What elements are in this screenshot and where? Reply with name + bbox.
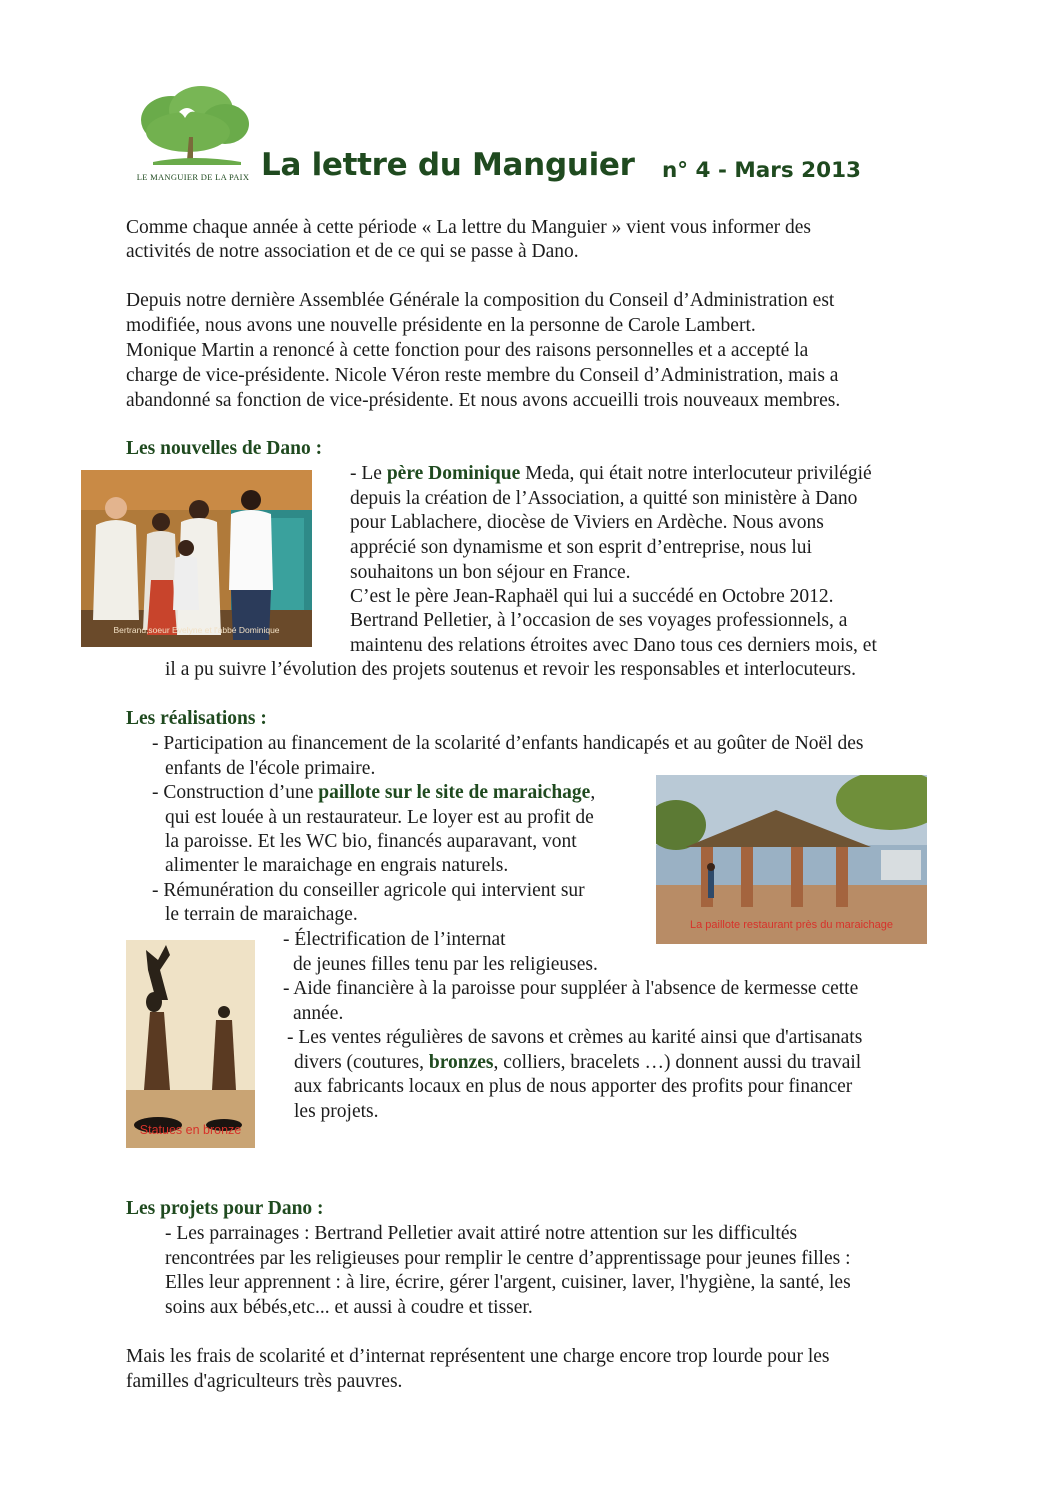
paillote-photo xyxy=(656,775,927,944)
news-line: maintenu des relations étroites avec Dano tous ces derniers mois, et xyxy=(350,635,877,656)
realisation-line: année. xyxy=(293,1003,344,1024)
realisation-line: divers (coutures, bronzes, colliers, bracelets …) donnent aussi du travail xyxy=(294,1052,862,1073)
projet-line: - Les parrainages : Bertrand Pelletier avait attiré notre attention sur les difficultés xyxy=(165,1223,798,1244)
realisation-line: aux fabricants locaux en plus de nous apporter des profits pour financer xyxy=(294,1076,853,1097)
projet-line: soins aux bébés,etc... et aussi à coudre et tisser. xyxy=(165,1297,533,1318)
news-line: il a pu suivre l’évolution des projets soutenus et revoir les responsables et interlocuteurs. xyxy=(165,659,857,680)
issue-number: n° 4 - Mars 2013 xyxy=(662,158,862,183)
photo-caption: La paillote restaurant près du maraichage xyxy=(689,918,893,931)
news-heading: Les nouvelles de Dano : xyxy=(126,438,323,459)
realisation-line: - Participation au financement de la scolarité d’enfants handicapés et au goûter de Noël des xyxy=(152,733,864,754)
statues-photo xyxy=(126,940,255,1148)
closing-line: familles d'agriculteurs très pauvres. xyxy=(126,1371,403,1392)
logo-text: LE MANGUIER DE LA PAIX xyxy=(136,172,250,182)
projet-line: rencontrées par les religieuses pour remplir le centre d’apprentissage pour jeunes filles : xyxy=(165,1248,851,1269)
news-line: souhaitons un bon séjour en France. xyxy=(350,562,631,583)
projet-line: Elles leur apprennent : à lire, écrire, gérer l'argent, cuisiner, laver, l'hygiène, la santé, les xyxy=(165,1272,851,1293)
realisation-line: alimenter le maraichage en engrais naturels. xyxy=(165,855,509,876)
news-line: - Le père Dominique Meda, qui était notre interlocuteur privilégié xyxy=(350,463,872,484)
realisation-line: le terrain de maraichage. xyxy=(165,904,358,925)
news-line: depuis la création de l’Association, a quitté son ministère à Dano xyxy=(350,488,858,509)
realisation-line: la paroisse. Et les WC bio, financés auparavant, vont xyxy=(165,831,577,852)
closing-line: Mais les frais de scolarité et d’internat représentent une charge encore trop lourde pour les xyxy=(126,1346,830,1367)
realisation-line: - Électrification de l’internat xyxy=(283,929,506,950)
council-line: Depuis notre dernière Assemblée Générale la composition du Conseil d’Administration est xyxy=(126,290,835,311)
news-line: Bertrand Pelletier, à l’occasion de ses voyages professionnels, a xyxy=(350,610,848,631)
realisation-line: les projets. xyxy=(294,1101,379,1122)
intro-line: activités de notre association et de ce qui se passe à Dano. xyxy=(126,241,579,262)
realisation-line: - Construction d’une paillote sur le site de maraichage, xyxy=(152,782,596,803)
council-line: abandonné sa fonction de vice-présidente. Et nous avons accueilli trois nouveaux membres. xyxy=(126,390,841,411)
realisation-line: enfants de l'école primaire. xyxy=(165,758,376,779)
realisations-heading: Les réalisations : xyxy=(126,708,267,729)
news-line: apprécié son dynamisme et son esprit d’entreprise, nous lui xyxy=(350,537,812,558)
realisation-line: - Aide financière à la paroisse pour suppléer à l'absence de kermesse cette xyxy=(283,978,859,999)
council-line: charge de vice-présidente. Nicole Véron reste membre du Conseil d’Administration, mais a xyxy=(126,365,839,386)
group-photo xyxy=(81,470,312,647)
intro-line: Comme chaque année à cette période « La lettre du Manguier » vient vous informer des xyxy=(126,217,811,238)
council-line: Monique Martin a renoncé à cette fonction pour des raisons personnelles et a accepté la xyxy=(126,340,809,361)
council-line: modifiée, nous avons une nouvelle présidente en la personne de Carole Lambert. xyxy=(126,315,756,336)
realisation-line: - Les ventes régulières de savons et crèmes au karité ainsi que d'artisanats xyxy=(287,1027,863,1048)
news-line: C’est le père Jean-Raphaël qui lui a succédé en Octobre 2012. xyxy=(350,586,834,607)
projets-heading: Les projets pour Dano : xyxy=(126,1198,324,1219)
news-line: pour Lablachere, diocèse de Viviers en Ardèche. Nous avons xyxy=(350,512,824,533)
realisation-line: - Rémunération du conseiller agricole qui intervient sur xyxy=(152,880,585,901)
photo-caption: Statues en bronze xyxy=(139,1122,242,1137)
page-title: La lettre du Manguier xyxy=(261,147,635,183)
realisation-line: qui est louée à un restaurateur. Le loyer est au profit de xyxy=(165,807,594,828)
realisation-line: de jeunes filles tenu par les religieuses. xyxy=(293,954,598,975)
photo-caption: Bertrand,soeur Evelyne et l'abbé Dominique xyxy=(113,624,280,635)
